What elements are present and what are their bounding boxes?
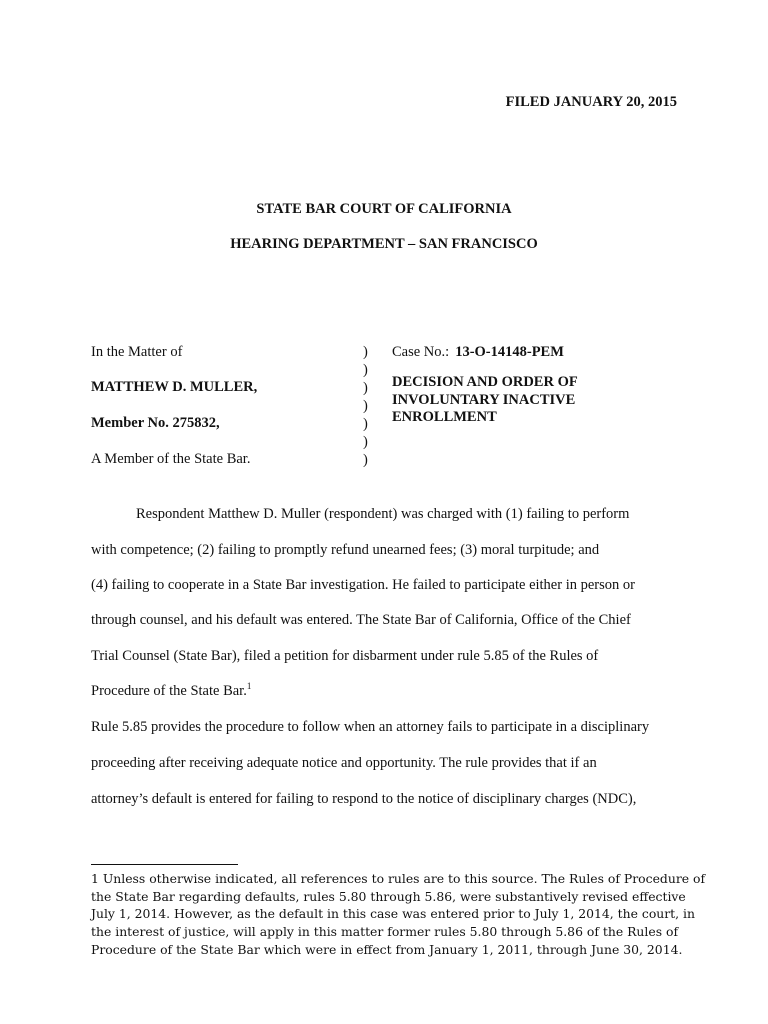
court-name: STATE BAR COURT OF CALIFORNIA bbox=[256, 201, 512, 217]
footnote bbox=[91, 870, 706, 959]
footnote-separator bbox=[91, 864, 238, 865]
caption-parentheses bbox=[363, 343, 368, 469]
body-line: through counsel, and his default was entered. The State Bar of California, Office of the Chief bbox=[91, 612, 631, 628]
body-line: proceeding after receiving adequate notice and opportunity. The rule provides that if an bbox=[91, 755, 597, 771]
footnote-reference: 1 bbox=[246, 681, 252, 691]
department-name: HEARING DEPARTMENT – SAN FRANCISCO bbox=[230, 236, 538, 252]
body-line: (4) failing to cooperate in a State Bar investigation. He failed to participate either in person or bbox=[91, 577, 635, 593]
decision-line: DECISION AND ORDER OF bbox=[392, 374, 578, 390]
body-line: attorney’s default is entered for failing to respond to the notice of disciplinary charges (NDC), bbox=[91, 791, 637, 807]
footnote-line: the State Bar regarding defaults, rules 5.80 through 5.86, were substantively revised effective bbox=[91, 888, 686, 904]
body-line: Trial Counsel (State Bar), filed a petition for disbarment under rule 5.85 of the Rules of bbox=[91, 648, 599, 664]
body-line: Rule 5.85 provides the procedure to follow when an attorney fails to participate in a disciplinary bbox=[91, 719, 650, 735]
paren: ) bbox=[363, 398, 368, 414]
body-line: with competence; (2) failing to promptly refund unearned fees; (3) moral turpitude; and bbox=[91, 542, 600, 558]
decision-line: INVOLUNTARY INACTIVE bbox=[392, 391, 576, 408]
decision-title bbox=[392, 374, 578, 427]
case-number: 13-O-14148-PEM bbox=[455, 344, 564, 360]
paren: ) bbox=[363, 416, 368, 432]
case-label: Case No.: bbox=[392, 344, 450, 360]
matter-label: In the Matter of bbox=[91, 344, 183, 360]
body-line: Procedure of the State Bar. bbox=[91, 683, 247, 699]
paren: ) bbox=[363, 434, 368, 450]
paren: ) bbox=[363, 452, 368, 468]
footnote-line: the interest of justice, will apply in this matter former rules 5.80 through 5.86 of the Rules of bbox=[91, 924, 679, 940]
paren: ) bbox=[363, 380, 368, 396]
body-line: Respondent Matthew D. Muller (respondent) was charged with (1) failing to perform bbox=[136, 506, 630, 522]
footnote-line: Procedure of the State Bar which were in effect from January 1, 2011, through June 30, 2014. bbox=[91, 941, 683, 957]
body-line-with-footnote bbox=[91, 683, 251, 700]
member-status: A Member of the State Bar. bbox=[91, 451, 251, 467]
member-number: Member No. 275832, bbox=[91, 415, 220, 431]
paren: ) bbox=[363, 362, 368, 378]
filed-date: FILED JANUARY 20, 2015 bbox=[505, 94, 677, 110]
paren: ) bbox=[363, 344, 368, 360]
footnote-line: July 1, 2014. However, as the default in this case was entered prior to July 1, 2014, the court, in bbox=[91, 906, 695, 922]
decision-line: ENROLLMENT bbox=[392, 409, 497, 425]
footnote-line: 1 Unless otherwise indicated, all references to rules are to this source. The Rules of Procedure of bbox=[91, 871, 706, 886]
case-number-line bbox=[392, 344, 564, 361]
respondent-name: MATTHEW D. MULLER, bbox=[91, 379, 258, 395]
